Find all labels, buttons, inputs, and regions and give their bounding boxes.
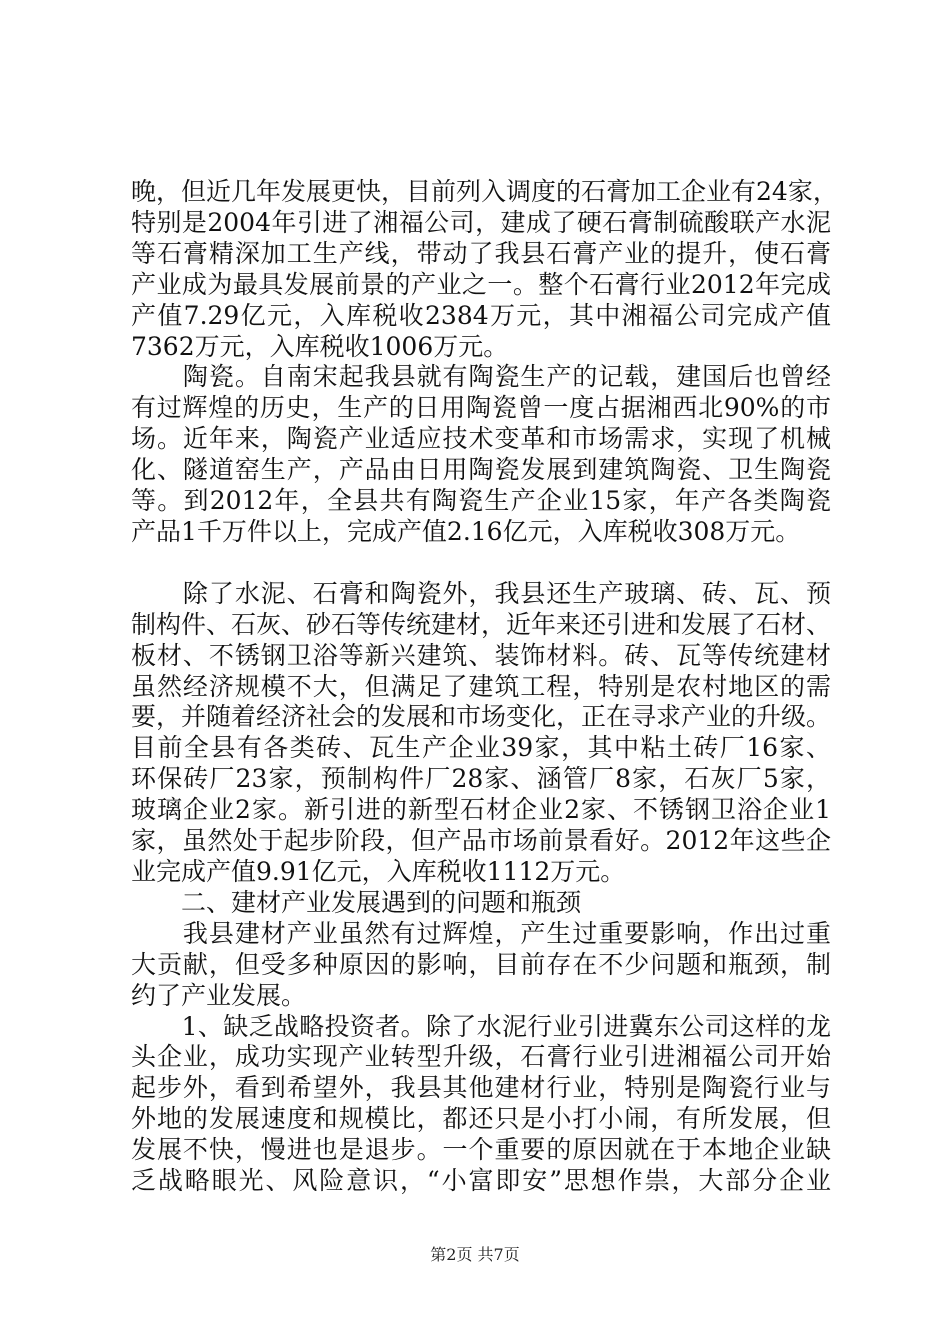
text-line: 场。近年来，陶瓷产业适应技术变革和市场需求，实现了机械: [131, 424, 831, 453]
text-line: 大贡献，但受多种原因的影响，目前存在不少问题和瓶颈，制: [131, 950, 831, 979]
text-line: 等石膏精深加工生产线，带动了我县石膏产业的提升，使石膏: [131, 239, 831, 268]
text-line: 玻璃企业2家。新引进的新型石材企业2家、不锈钢卫浴企业1: [131, 795, 831, 824]
text-line: 约了产业发展。: [131, 981, 307, 1010]
text-line: 陶瓷。自南宋起我县就有陶瓷生产的记载，建国后也曾经: [131, 362, 831, 391]
section-heading: 二、建材产业发展遇到的问题和瓶颈: [131, 888, 582, 917]
text-line: 起步外，看到希望外，我县其他建材行业，特别是陶瓷行业与: [131, 1073, 831, 1102]
text-line: 头企业，成功实现产业转型升级，石膏行业引进湘福公司开始: [131, 1042, 831, 1071]
text-line: 家，虽然处于起步阶段，但产品市场前景看好。2012年这些企: [131, 826, 831, 855]
text-line: 晚，但近几年发展更快，目前列入调度的石膏加工企业有24家，: [131, 177, 838, 206]
text-line: 业完成产值9.91亿元，入库税收1112万元。: [131, 857, 626, 886]
text-line: 除了水泥、石膏和陶瓷外，我县还生产玻璃、砖、瓦、预: [131, 579, 831, 608]
text-line: 乏战略眼光、风险意识，“小富即安”思想作祟，大部分企业: [131, 1166, 831, 1195]
text-line: 特别是2004年引进了湘福公司，建成了硬石膏制硫酸联产水泥: [131, 208, 831, 237]
text-line: 环保砖厂23家，预制构件厂28家、涵管厂8家，石灰厂5家，: [131, 764, 831, 793]
text-line: 外地的发展速度和规模比，都还只是小打小闹，有所发展，但: [131, 1104, 831, 1133]
text-line: 要，并随着经济社会的发展和市场变化，正在寻求产业的升级。: [131, 702, 832, 731]
text-line: 目前全县有各类砖、瓦生产企业39家，其中粘土砖厂16家、: [131, 733, 831, 762]
text-line: 产值7.29亿元，入库税收2384万元，其中湘福公司完成产值: [131, 301, 831, 330]
text-line: 产品1千万件以上，完成产值2.16亿元，入库税收308万元。: [131, 517, 801, 546]
text-line: 制构件、石灰、砂石等传统建材，近年来还引进和发展了石材、: [131, 610, 832, 639]
text-line: 7362万元，入库税收1006万元。: [131, 332, 509, 361]
page-footer: 第2页 共7页: [430, 1245, 520, 1264]
text-line: 产业成为最具发展前景的产业之一。整个石膏行业2012年完成: [131, 270, 831, 299]
text-line: 发展不快，慢进也是退步。一个重要的原因就在于本地企业缺: [131, 1135, 831, 1164]
text-line: 虽然经济规模不大，但满足了建筑工程，特别是农村地区的需: [131, 672, 831, 701]
text-line: 化、隧道窑生产，产品由日用陶瓷发展到建筑陶瓷、卫生陶瓷: [131, 455, 831, 484]
text-line: 有过辉煌的历史，生产的日用陶瓷曾一度占据湘西北90%的市: [131, 393, 831, 422]
text-line: 板材、不锈钢卫浴等新兴建筑、装饰材料。砖、瓦等传统建材: [131, 641, 831, 670]
text-line: 1、缺乏战略投资者。除了水泥行业引进冀东公司这样的龙: [131, 1012, 831, 1041]
text-line: 我县建材产业虽然有过辉煌，产生过重要影响，作出过重: [131, 919, 831, 948]
text-line: 等。到2012年，全县共有陶瓷生产企业15家，年产各类陶瓷: [131, 486, 831, 515]
